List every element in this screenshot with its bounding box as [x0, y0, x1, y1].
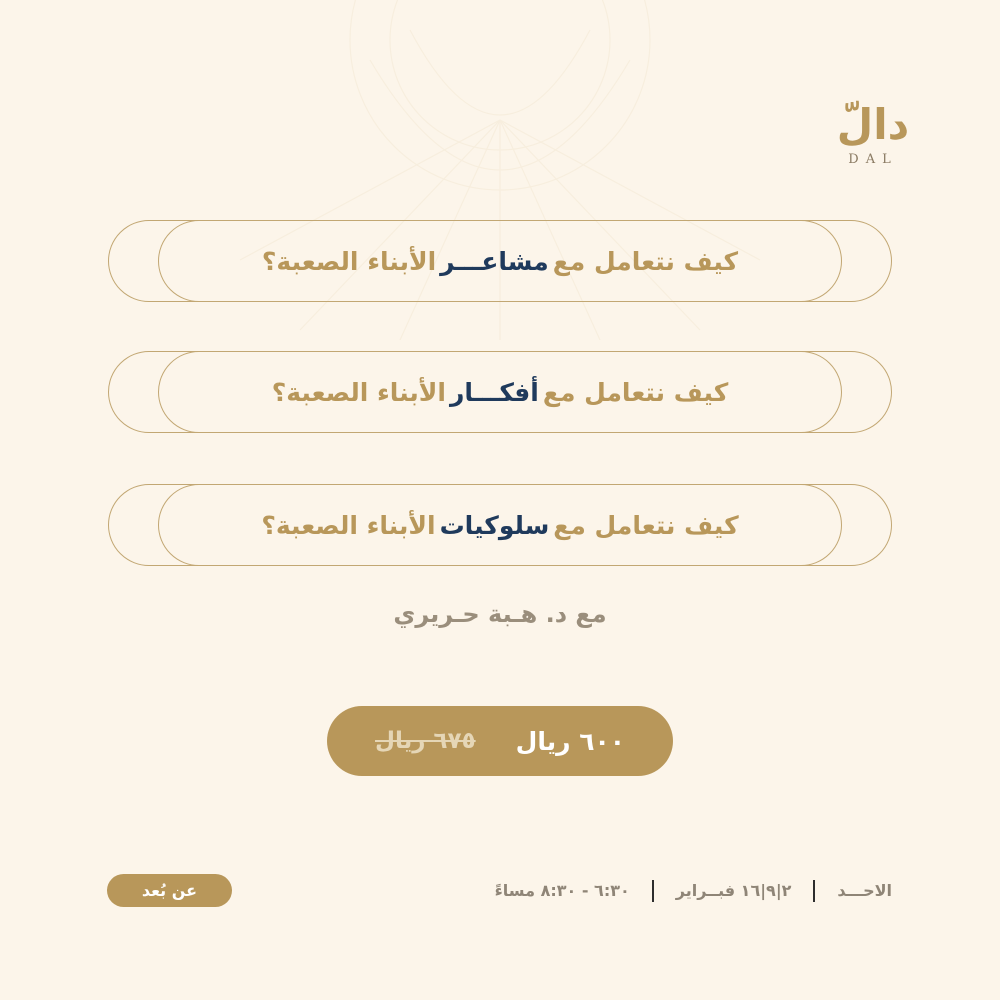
logo-arabic: دالّ [836, 100, 910, 149]
question-prefix: كيف نتعامل مع [542, 377, 729, 407]
logo-latin: DAL [848, 152, 898, 167]
price-badge [327, 706, 673, 776]
question-suffix: الأبناء الصعبة؟ [261, 510, 436, 540]
dal-logo [818, 100, 928, 167]
question-prefix: كيف نتعامل مع [552, 246, 739, 276]
schedule-time: ٦:٣٠ - ٨:٣٠ مساءً [494, 881, 630, 900]
question-pill-feelings [108, 220, 892, 302]
schedule-divider [813, 880, 815, 902]
original-price: ٦٧٥ ريال [375, 728, 476, 754]
question-text [108, 351, 892, 433]
question-pill-behaviors [108, 484, 892, 566]
current-price: ٦٠٠ ريال [515, 726, 625, 756]
question-highlight: أفكـــار [449, 377, 539, 407]
question-pill-thoughts [108, 351, 892, 433]
schedule-day: الاحـــد [837, 881, 892, 900]
online-badge: عن بُعد [107, 874, 232, 907]
question-highlight: مشاعـــر [440, 246, 549, 276]
schedule-divider [652, 880, 654, 902]
question-prefix: كيف نتعامل مع [553, 510, 739, 540]
question-suffix: الأبناء الصعبة؟ [271, 377, 446, 407]
schedule-info [495, 874, 892, 907]
schedule-dates: ٢|٩|١٦ فبــراير [675, 881, 792, 900]
question-highlight: سلوكيات [439, 510, 550, 540]
question-text [108, 220, 892, 302]
question-text [108, 484, 892, 566]
question-suffix: الأبناء الصعبة؟ [261, 246, 437, 276]
speaker-name: مع د. هـبة حـريري [393, 600, 607, 628]
